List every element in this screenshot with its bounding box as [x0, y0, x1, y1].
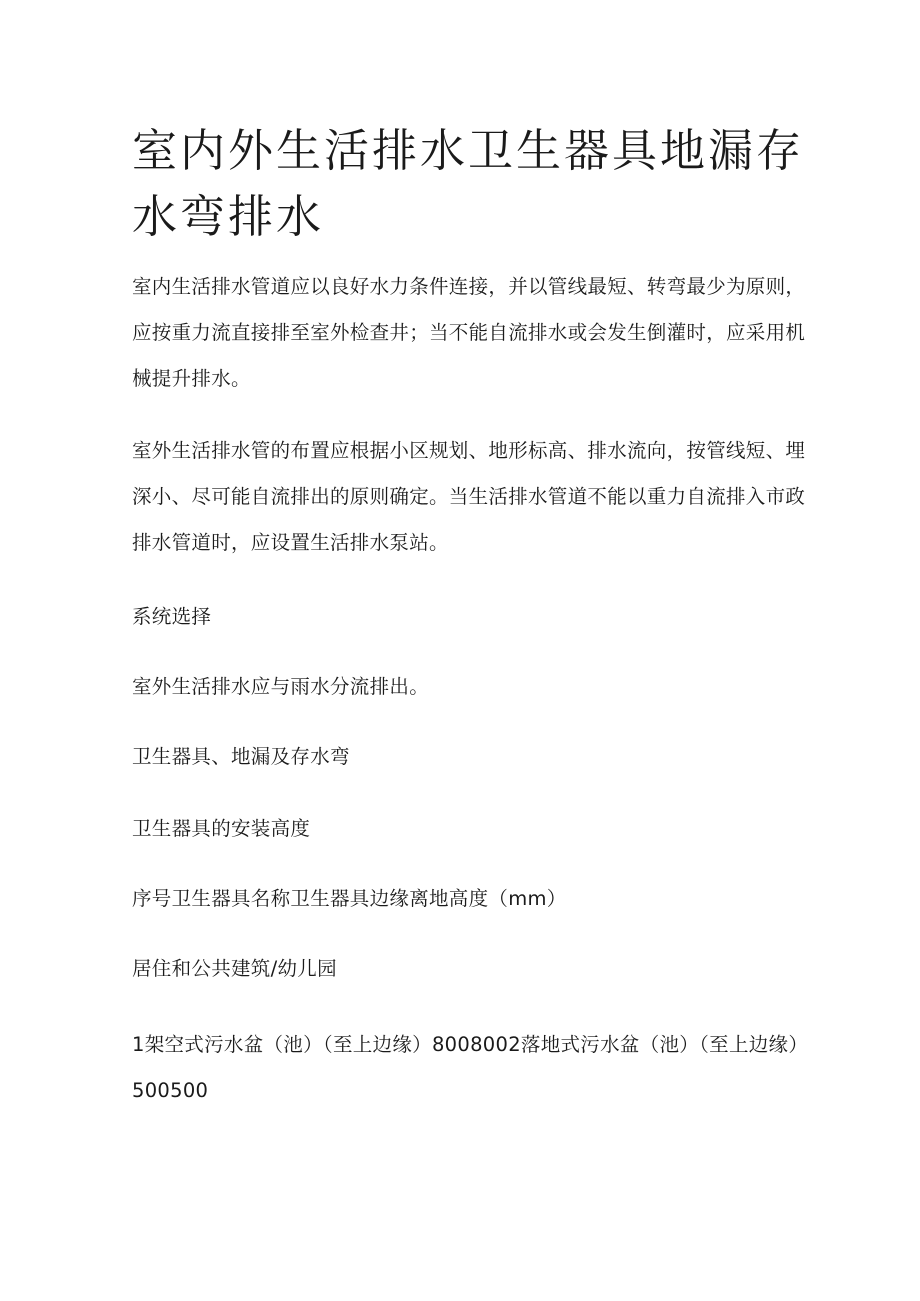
paragraph-outdoor-drainage: 室外生活排水管的布置应根据小区规划、地形标高、排水流向，按管线短、埋深小、尽可能自流排出的原则确定。当生活排水管道不能以重力自流排入市政排水管道时，应设置生活排水泵站。: [132, 439, 806, 554]
document-title: 室内外生活排水卫生器具地漏存水弯排水: [132, 124, 805, 243]
paragraph-rain-separation: 室外生活排水应与雨水分流排出。: [132, 675, 430, 698]
paragraph-fixtures-heading: 卫生器具、地漏及存水弯: [132, 745, 350, 768]
paragraph-indoor-drainage: 室内生活排水管道应以良好水力条件连接，并以管线最短、转弯最少为原则，应按重力流直接排至室外检查井；当不能自流排水或会发生倒灌时，应采用机械提升排水。: [132, 275, 806, 390]
paragraph-table-header: 序号卫生器具名称卫生器具边缘离地高度（mm）: [132, 887, 567, 910]
paragraph-install-height: 卫生器具的安装高度: [132, 817, 311, 840]
paragraph-table-rows: 1架空式污水盆（池）（至上边缘）8008002落地式污水盆（池）（至上边缘）500500: [132, 1033, 809, 1102]
paragraph-system-selection: 系统选择: [132, 605, 212, 628]
paragraph-building-types: 居住和公共建筑/幼儿园: [132, 957, 337, 980]
